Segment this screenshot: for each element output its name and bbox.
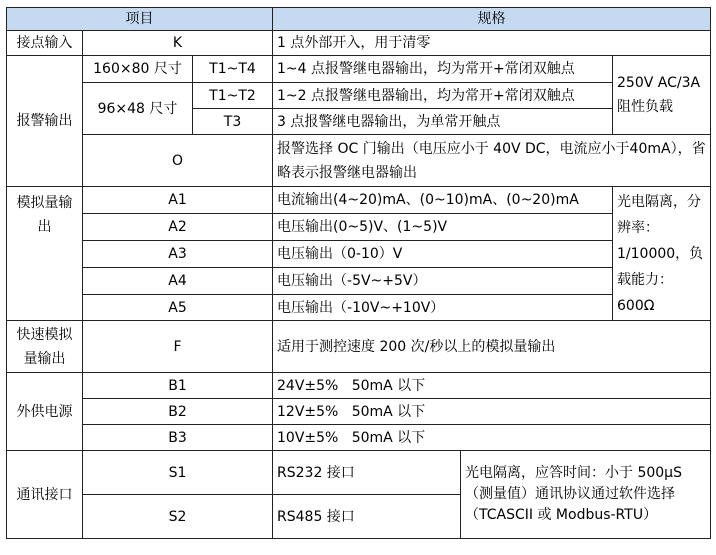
table-row bbox=[7, 399, 711, 425]
table-row bbox=[7, 451, 711, 495]
analog-code-a5: A5 bbox=[83, 295, 273, 321]
comm-note: 光电隔离，应答时间：小于 500μS（测量值）通讯协议通过软件选择（TCASCII 或 Modbus-RTU） bbox=[461, 451, 711, 539]
analog-code-a4: A4 bbox=[83, 268, 273, 295]
table-row bbox=[7, 83, 711, 109]
input-label: 接点输入 bbox=[7, 31, 83, 56]
input-desc: 1 点外部开入，用于清零 bbox=[273, 31, 711, 56]
power-code-b2: B2 bbox=[83, 399, 273, 425]
alarm-desc-t3: 3 点报警继电器输出，为单常开触点 bbox=[273, 109, 613, 135]
analog-desc-a1: 电流输出(4~20)mA、(0~10)mA、(0~20)mA bbox=[273, 187, 613, 214]
comm-label: 通讯接口 bbox=[7, 451, 83, 539]
analog-desc-a3: 电压输出（0-10）V bbox=[273, 241, 613, 268]
alarm-desc-o: 报警选择 OC 门输出（电压应小于 40V DC，电流应小于40mA），省略表示报警继电器输出 bbox=[273, 135, 711, 187]
alarm-desc-t1t2: 1~2 点报警继电器输出，均为常开+常闭双触点 bbox=[273, 83, 613, 109]
fast-code: F bbox=[83, 321, 273, 373]
alarm-size-96: 96×48 尺寸 bbox=[83, 83, 193, 135]
power-code-b1: B1 bbox=[83, 373, 273, 399]
analog-desc-a4: 电压输出（-5V~+5V） bbox=[273, 268, 613, 295]
alarm-code-t3: T3 bbox=[193, 109, 273, 135]
header-item: 项目 bbox=[7, 8, 273, 31]
header-spec: 规格 bbox=[273, 8, 711, 31]
analog-code-a1: A1 bbox=[83, 187, 273, 214]
power-desc-b2: 12V±5% 50mA 以下 bbox=[273, 399, 711, 425]
table-row bbox=[7, 373, 711, 399]
table-row bbox=[7, 268, 711, 295]
alarm-code-t1t2: T1~T2 bbox=[193, 83, 273, 109]
table-row bbox=[7, 56, 711, 83]
power-code-b3: B3 bbox=[83, 425, 273, 451]
table-row bbox=[7, 425, 711, 451]
fast-desc: 适用于测控速度 200 次/秒以上的模拟量输出 bbox=[273, 321, 711, 373]
alarm-code-o: O bbox=[83, 135, 273, 187]
header-row bbox=[7, 8, 711, 31]
power-desc-b3: 10V±5% 50mA 以下 bbox=[273, 425, 711, 451]
alarm-size-160: 160×80 尺寸 bbox=[83, 56, 193, 83]
analog-code-a3: A3 bbox=[83, 241, 273, 268]
alarm-relay-note: 250V AC/3A 阻性负载 bbox=[613, 56, 711, 135]
spec-table bbox=[6, 7, 711, 539]
analog-desc-a2: 电压输出(0~5)V、(1~5)V bbox=[273, 214, 613, 241]
table-row bbox=[7, 214, 711, 241]
analog-label: 模拟量输出 bbox=[7, 187, 83, 321]
table-row bbox=[7, 321, 711, 373]
table-row bbox=[7, 135, 711, 187]
table-row bbox=[7, 187, 711, 214]
comm-desc-s2: RS485 接口 bbox=[273, 495, 461, 539]
alarm-code-t1t4: T1~T4 bbox=[193, 56, 273, 83]
power-label: 外供电源 bbox=[7, 373, 83, 451]
table-row bbox=[7, 31, 711, 56]
power-desc-b1: 24V±5% 50mA 以下 bbox=[273, 373, 711, 399]
analog-desc-a5: 电压输出（-10V~+10V） bbox=[273, 295, 613, 321]
input-code: K bbox=[83, 31, 273, 56]
analog-code-a2: A2 bbox=[83, 214, 273, 241]
table-row bbox=[7, 295, 711, 321]
alarm-desc-t1t4: 1~4 点报警继电器输出，均为常开+常闭双触点 bbox=[273, 56, 613, 83]
analog-note: 光电隔离，分辨率：1/10000，负载能力：600Ω bbox=[613, 187, 711, 321]
table-row bbox=[7, 241, 711, 268]
comm-code-s2: S2 bbox=[83, 495, 273, 539]
comm-desc-s1: RS232 接口 bbox=[273, 451, 461, 495]
fast-label: 快速模拟量输出 bbox=[7, 321, 83, 373]
comm-code-s1: S1 bbox=[83, 451, 273, 495]
alarm-label: 报警输出 bbox=[7, 56, 83, 187]
